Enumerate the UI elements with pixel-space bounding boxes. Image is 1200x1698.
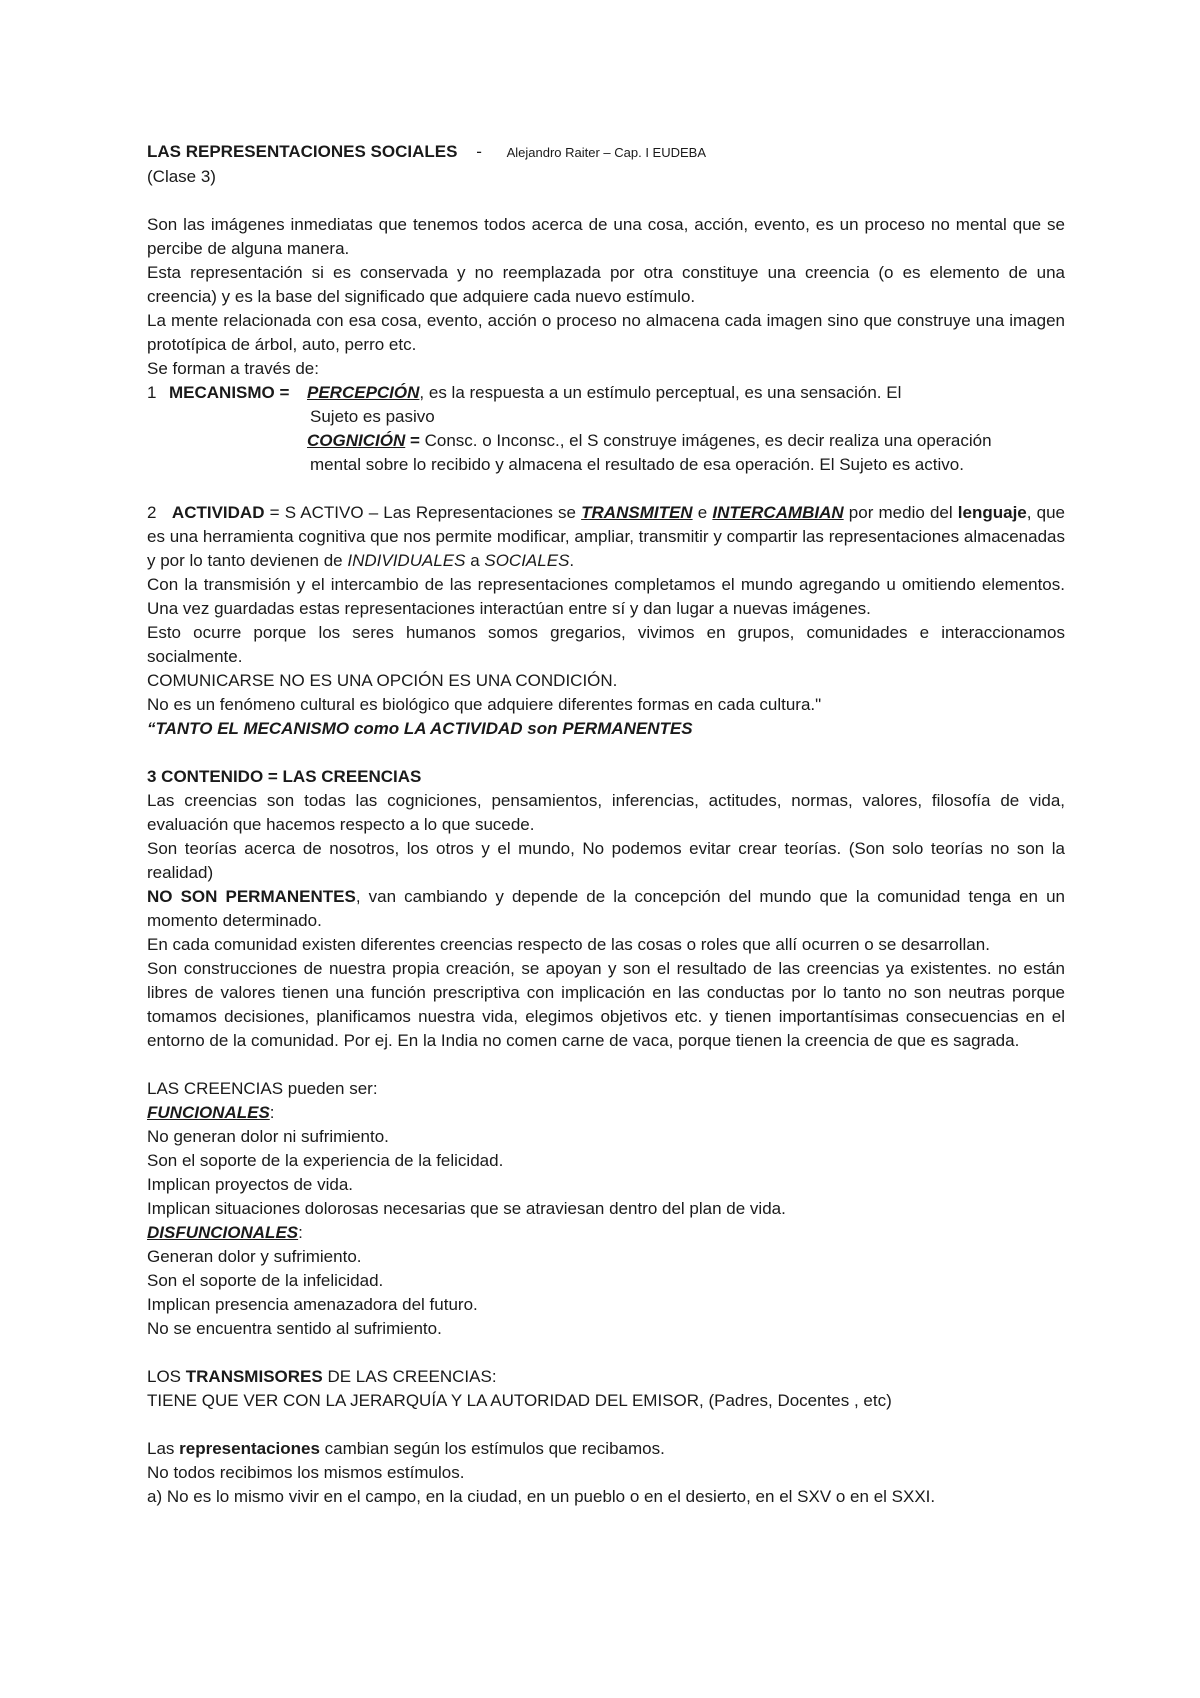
contenido-paragraph-2: Son teorías acerca de nosotros, los otros y el mundo, No podemos evitar crear teorías. (Son solo teorías no son la realidad) (147, 839, 1065, 882)
actividad-paragraph: 2 ACTIVIDAD = S ACTIVO – Las Representaciones se TRANSMITEN e INTERCAMBIAN por medio del lenguaje, que es una herramienta cognitiva que nos permite modificar, ampliar, transmitir y compartir las representaciones almacenadas y por lo tanto devienen de INDIVIDUALES a SOCIALES. (147, 503, 1066, 570)
contenido-paragraph-5: Son construcciones de nuestra propia creación, se apoyan y son el resultado de las creencias ya existentes. no están libres de valores tienen una función prescriptiva con implicación en las conductas por lo tanto no son neutras porque tomamos decisiones, planificamos nuestra vida, elegimos objetivos etc. y tienen importantísimas consecuencias en el entorno de la comunidad. Por ej. En la India no comen carne de vaca, porque tienen la creencia de que es sagrada. (147, 959, 1065, 1050)
transmisores-heading: LOS TRANSMISORES DE LAS CREENCIAS: (147, 1367, 497, 1386)
mecanismo-line-1 (147, 381, 1065, 405)
document-page: LAS REPRESENTACIONES SOCIALES - Alejandro Raiter – Cap. I EUDEBA (Clase 3) Son las imágenes inmediatas que tenemos todos acerca de una cosa, acción, evento, es un proceso no mental que se percibe de alguna manera. Esta representación si es conservada y no reemplazada por otra constituye una creencia (o es elemento de una creencia) y es la base del significado que adquiere cada nuevo estímulo. La mente relacionada con esa cosa, evento, acción o proceso no almacena cada imagen sino que construye una imagen prototípica de árbol, auto, perro etc. Se forman a través de: 1 MECANISMO = PERCEPCIÓN, es la respuesta a un estímulo perceptual, es una sensación. El Sujeto es pasivo COGNICIÓN = Consc. o Inconsc., el S construye imágenes, es decir realiza una operación mental sobre lo recibido y almacena el resultado de esa operación. El Sujeto es activo. 2 ACTIVIDAD = S ACTIVO – Las Representaciones se TRANSMITEN e INTERCAMBIAN por medio del lenguaje, que es una herramienta cognitiva que nos permite modificar, ampliar, transmitir y compartir las representaciones almacenadas y por lo tanto devienen de INDIVIDUALES a SOCIALES. Con la transmisión y el intercambio de las representaciones completamos el mundo agregando u omitiendo elementos. Una vez guardadas estas representaciones interactúan entre sí y dan lugar a nuevas imágenes. Esto ocurre porque los seres humanos somos gregarios, vivimos en grupos, comunidades e interaccionamos socialmente. COMUNICARSE NO ES UNA OPCIÓN ES UNA CONDICIÓN. No es un fenómeno cultural es biológico que adquiere diferentes formas en cada cultura." “TANTO EL MECANISMO como LA ACTIVIDAD son PERMANENTES 3 CONTENIDO = LAS CREENCIAS Las creencias son todas las cogniciones, pensamientos, inferencias, actitudes, normas, valores, filosofía de vida, evaluación que hacemos respecto a lo que sucede. Son teorías acerca de nosotros, los otros y el mundo, No podemos evitar crear teorías. (Son solo teorías no son la realidad) NO SON PERMANENTES, van cambiando y depende de la concepción del mundo que la comunidad tenga en un momento determinado. En cada comunidad existen diferentes creencias respecto de las cosas o roles que allí ocurren o se desarrollan. Son construcciones de nuestra propia creación, se apoyan y son el resultado de las creencias ya existentes. no están libres de valores tienen una función prescriptiva con implicación en las conductas por lo tanto no son neutras porque tomamos decisiones, planificamos nuestra vida, elegimos objetivos etc. y tienen importantísimas consecuencias en el entorno de la comunidad. Por ej. En la India no comen carne de vaca, porque tienen la creencia de que es sagrada. LAS CREENCIAS pueden ser: FUNCIONALES: No generan dolor ni sufrimiento. Son el soporte de la experiencia de la felicidad. Implican proyectos de vida. Implican situaciones dolorosas necesarias que se atraviesan dentro del plan de vida. DISFUNCIONALES: Generan dolor y sufrimiento. Son el soporte de la infelicidad. Implican presencia amenazadora del futuro. No se encuentra sentido al sufrimiento. LOS TRANSMISORES DE LAS CREENCIAS: TIENE QUE VER CON LA JERARQUÍA Y LA AUTORIDAD DEL EMISOR, (Padres, Docentes , etc) Las representaciones cambian según los estímulos que recibamos. No todos recibimos los mismos estímulos. a) No es lo mismo vivir en el campo, en la ciudad, en un pueblo o en el desierto, en el SXV o en el SXXI. (147, 140, 1065, 1509)
mecanismo-number: 1 (147, 383, 157, 402)
representaciones-line-2: No todos recibimos los mismos estímulos. (147, 1463, 465, 1482)
cognicion-text-2: mental sobre lo recibido y almacena el resultado de esa operación. El Sujeto es activo. (310, 455, 964, 474)
actividad-paragraph-4: COMUNICARSE NO ES UNA OPCIÓN ES UNA CONDICIÓN. (147, 671, 618, 690)
contenido-paragraph-3: NO SON PERMANENTES, van cambiando y depende de la concepción del mundo que la comunidad tenga en un momento determinado. (147, 887, 1065, 930)
intro-paragraph-4: Se forman a través de: (147, 359, 319, 378)
cognicion-equals: = (405, 431, 425, 450)
actividad-label: ACTIVIDAD (171, 503, 265, 522)
intro-paragraph-1: Son las imágenes inmediatas que tenemos todos acerca de una cosa, acción, evento, es un proceso no mental que se percibe de alguna manera. (147, 215, 1065, 258)
funcionales-item: Implican proyectos de vida. (147, 1175, 353, 1194)
intro-paragraph-3: La mente relacionada con esa cosa, evento, acción o proceso no almacena cada imagen sino que construye una imagen prototípica de árbol, auto, perro etc. (147, 311, 1065, 354)
funcionales-label: FUNCIONALES (147, 1103, 270, 1122)
actividad-paragraph-2: Con la transmisión y el intercambio de las representaciones completamos el mundo agregando u omitiendo elementos. Una vez guardadas estas representaciones interactúan entre sí y dan lugar a nuevas imágenes. (147, 575, 1065, 618)
title-dash: - (476, 142, 482, 161)
representaciones-line-1: Las representaciones cambian según los estímulos que recibamos. (147, 1439, 665, 1458)
intercambian-term: INTERCAMBIAN (712, 503, 844, 522)
disfuncionales-item: Son el soporte de la infelicidad. (147, 1271, 384, 1290)
percepcion-text-2: Sujeto es pasivo (310, 407, 435, 426)
percepcion-term: PERCEPCIÓN (307, 383, 420, 402)
class-label: (Clase 3) (147, 167, 216, 186)
disfuncionales-label: DISFUNCIONALES (147, 1223, 299, 1242)
actividad-number: 2 (147, 503, 157, 522)
intro-paragraph-2: Esta representación si es conservada y no reemplazada por otra constituye una creencia (o es elemento de una creencia) y es la base del significado que adquiere cada nuevo estímulo. (147, 263, 1065, 306)
author-credit: Alejandro Raiter – Cap. I EUDEBA (506, 145, 707, 160)
actividad-paragraph-3: Esto ocurre porque los seres humanos somos gregarios, vivimos en grupos, comunidades e interaccionamos socialmente. (147, 623, 1065, 666)
sociales-term: SOCIALES (484, 551, 570, 570)
transmisores-line: TIENE QUE VER CON LA JERARQUÍA Y LA AUTORIDAD DEL EMISOR, (Padres, Docentes , etc) (147, 1391, 892, 1410)
document-title: LAS REPRESENTACIONES SOCIALES (147, 142, 458, 161)
individuales-term: INDIVIDUALES (347, 551, 466, 570)
transmiten-term: TRANSMITEN (581, 503, 693, 522)
percepcion-text: , es la respuesta a un estímulo perceptual, es una sensación. El (419, 383, 902, 402)
disfuncionales-item: Generan dolor y sufrimiento. (147, 1247, 362, 1266)
disfuncionales-item: No se encuentra sentido al sufrimiento. (147, 1319, 442, 1338)
disfuncionales-item: Implican presencia amenazadora del futuro. (147, 1295, 478, 1314)
cognicion-text: Consc. o Inconsc., el S construye imágenes, es decir realiza una operación (424, 431, 992, 450)
funcionales-item: Implican situaciones dolorosas necesarias que se atraviesan dentro del plan de vida. (147, 1199, 786, 1218)
contenido-heading: 3 CONTENIDO = LAS CREENCIAS (147, 767, 422, 786)
actividad-paragraph-5: No es un fenómeno cultural es biológico que adquiere diferentes formas en cada cultura." (147, 695, 822, 714)
header-line (147, 140, 1065, 165)
mecanismo-label: MECANISMO = (169, 383, 290, 402)
transmisores-term: TRANSMISORES (185, 1367, 323, 1386)
funcionales-item: No generan dolor ni sufrimiento. (147, 1127, 389, 1146)
contenido-paragraph-4: En cada comunidad existen diferentes creencias respecto de las cosas o roles que allí ocurren o se desarrollan. (147, 935, 990, 954)
funcionales-item: Son el soporte de la experiencia de la felicidad. (147, 1151, 504, 1170)
no-son-permanentes: NO SON PERMANENTES (147, 887, 356, 906)
actividad-quote: “TANTO EL MECANISMO como LA ACTIVIDAD son PERMANENTES (147, 719, 693, 738)
creencias-intro: LAS CREENCIAS pueden ser: (147, 1079, 378, 1098)
contenido-paragraph-1: Las creencias son todas las cogniciones, pensamientos, inferencias, actitudes, normas, valores, filosofía de vida, evaluación que hacemos respecto a lo que sucede. (147, 791, 1065, 834)
lenguaje-term: lenguaje (957, 503, 1027, 522)
representaciones-line-3: a) No es lo mismo vivir en el campo, en la ciudad, en un pueblo o en el desierto, en el SXV o en el SXXI. (147, 1487, 936, 1506)
cognicion-term: COGNICIÓN (307, 431, 406, 450)
representaciones-term: representaciones (179, 1439, 320, 1458)
